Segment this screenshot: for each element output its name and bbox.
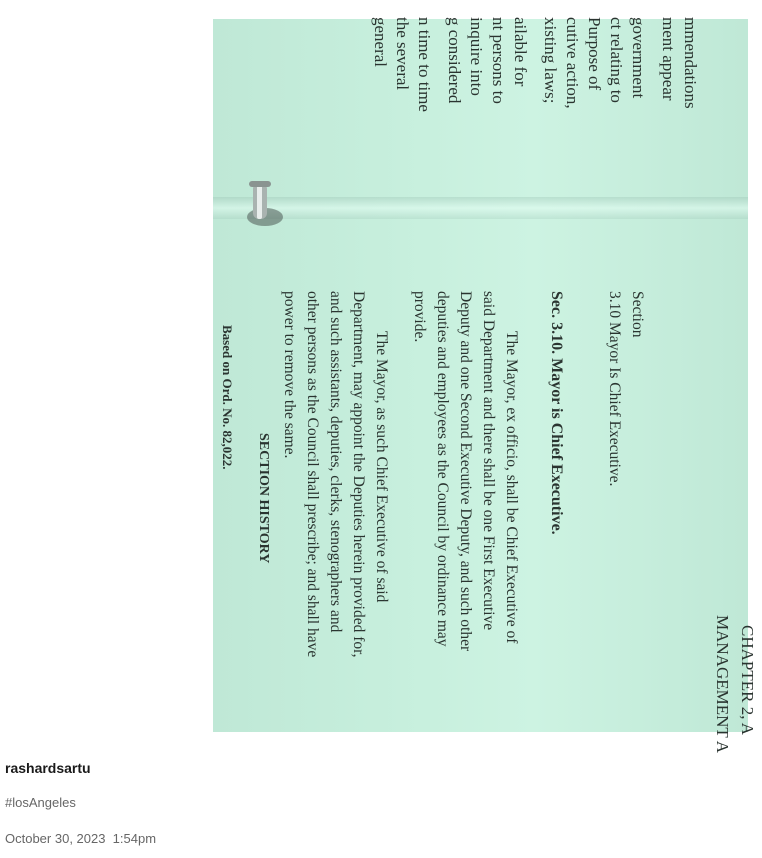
prev-line: Purpose of <box>585 17 604 91</box>
history-title-text: SECTION HISTORY <box>256 433 271 564</box>
history-text <box>219 325 235 469</box>
para-line: Department, may appoint the Deputies herein provided for, <box>350 291 367 658</box>
toc-block <box>603 291 649 486</box>
prev-line: ment appear <box>659 17 678 101</box>
sec-heading: Sec. 3.10. Mayor is Chief Executive. <box>548 291 565 535</box>
prev-line: inquire into <box>467 17 486 96</box>
chapter-line: CHAPTER 2, A <box>738 625 757 736</box>
para-line: deputies and employees as the Council by ordinance may <box>434 291 451 647</box>
post-timestamp: October 30, 2023 1:54pm <box>5 831 157 846</box>
hashtag-link[interactable]: #losAngeles <box>5 795 76 810</box>
prev-line: ct relating to <box>607 17 626 103</box>
prev-line <box>649 17 657 112</box>
prev-line: ailable for <box>511 17 530 87</box>
prev-line: nt persons to <box>489 17 508 104</box>
toc-entry: 3.10 Mayor Is Chief Executive. <box>606 291 623 487</box>
history-title <box>255 433 271 563</box>
para-line: The Mayor, as such Chief Executive of said <box>373 331 390 603</box>
prev-line <box>435 17 443 112</box>
history-text-line: Based on Ord. No. 82,022. <box>220 325 235 470</box>
para-line: power to remove the same. <box>281 291 298 459</box>
binder-ring-icon <box>237 177 285 229</box>
section-label: Section <box>629 291 646 338</box>
chapter-header-text <box>736 295 758 735</box>
document-photo[interactable] <box>213 17 757 754</box>
sec-heading-block <box>545 291 568 535</box>
section-header-text <box>711 295 733 753</box>
prev-line: government <box>629 17 648 99</box>
header-line: MANAGEMENT A <box>713 615 732 754</box>
prev-line: the several <box>393 17 412 91</box>
prev-line: cutive action, <box>563 17 582 109</box>
paragraph-2 <box>278 291 393 658</box>
para-line: provide. <box>411 291 428 343</box>
para-line: Deputy and one Second Executive Deputy, and such other <box>457 291 474 652</box>
prev-line: general <box>371 17 390 68</box>
prev-line: g considered <box>445 17 464 104</box>
author-name[interactable]: rashardsartu <box>5 760 91 776</box>
prev-line: mmendations <box>681 17 700 109</box>
previous-page-text <box>369 17 701 112</box>
para-line: and such assistants, deputies, clerks, stenographers and <box>327 291 344 633</box>
para-line: The Mayor, ex officio, shall be Chief Executive of <box>503 331 520 644</box>
prev-line: xisting laws; <box>541 17 560 104</box>
paragraph-1 <box>408 291 523 651</box>
para-line: said Department and there shall be one First Executive <box>480 291 497 631</box>
para-line: other persons as the Council shall prescribe; and shall have <box>304 291 321 658</box>
prev-line: n time to time <box>415 17 434 112</box>
page-fold <box>213 197 748 219</box>
prev-line <box>531 17 539 112</box>
